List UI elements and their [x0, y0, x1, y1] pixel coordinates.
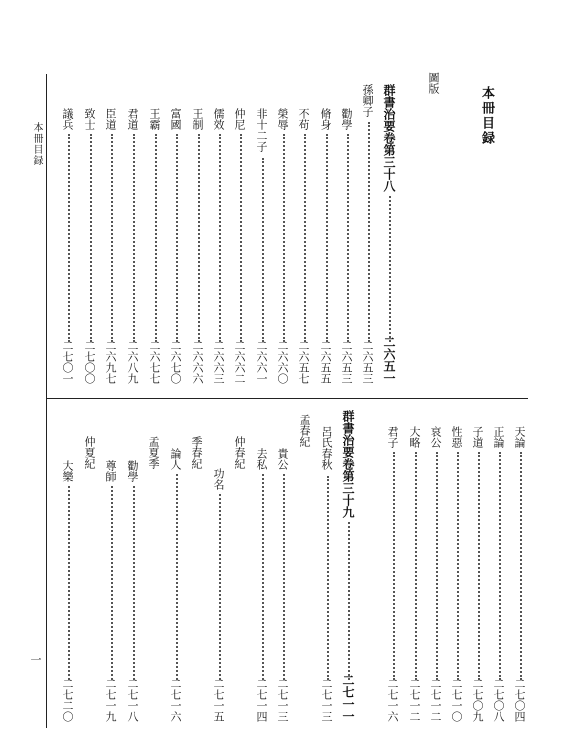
toc-entry[interactable]: 論人 二七一六: [169, 448, 182, 722]
toc-entry[interactable]: 孫卿子 二六五三: [361, 84, 374, 384]
page-title: 本冊目録: [479, 86, 494, 146]
toc-entry[interactable]: 貴公 二七一三: [276, 448, 289, 722]
vertical-rule: [46, 74, 47, 728]
plates-heading: 圖版: [427, 72, 440, 94]
toc-entry[interactable]: 王霸 二六七七: [148, 108, 161, 384]
toc-entry[interactable]: 尊師 二七一九: [104, 460, 117, 722]
toc-entry[interactable]: 群書治要卷第三十八 二六五一: [382, 84, 396, 384]
toc-entry[interactable]: 儒效 二六六三: [212, 108, 225, 384]
toc-entry[interactable]: 哀公 二七一二: [429, 426, 442, 722]
toc-entry[interactable]: 仲尼 二六六二: [233, 108, 246, 384]
toc-entry[interactable]: 非十二子 二六六一: [255, 108, 268, 384]
toc-entry[interactable]: 致士 二七〇〇: [83, 108, 96, 384]
toc-entry[interactable]: 季春紀: [190, 436, 203, 469]
toc-entry[interactable]: 議兵 二七〇一: [61, 108, 74, 384]
toc-entry[interactable]: 群書治要卷第三十九 二七一一: [341, 410, 355, 722]
toc-entry[interactable]: 性惡 二七一〇: [450, 426, 463, 722]
toc-entry[interactable]: 王制 二六六六: [191, 108, 204, 384]
toc-entry[interactable]: 天論 二七〇四: [513, 426, 526, 722]
horizontal-rule: [46, 398, 528, 399]
toc-entry[interactable]: 勸學 二七一八: [126, 460, 139, 722]
toc-entry[interactable]: 不苟 二六五七: [297, 108, 310, 384]
toc-entry[interactable]: 臣道 二六九七: [104, 108, 117, 384]
toc-entry[interactable]: 仲夏紀: [83, 436, 96, 469]
toc-entry[interactable]: 孟春紀: [298, 414, 311, 447]
toc-entry[interactable]: 正論 二七〇八: [492, 426, 505, 722]
toc-entry[interactable]: 脩身 二六五五: [319, 108, 332, 384]
toc-entry[interactable]: 呂氏春秋 二七一三: [320, 426, 333, 722]
folio-number: 一: [29, 654, 42, 665]
toc-entry[interactable]: 子道 二七〇九: [471, 426, 484, 722]
toc-entry[interactable]: 君道 二六八九: [126, 108, 139, 384]
toc-entry[interactable]: 富國 二六七〇: [169, 108, 182, 384]
toc-entry[interactable]: 榮辱 二六六〇: [276, 108, 289, 384]
toc-entry[interactable]: 孟夏季: [147, 436, 160, 469]
toc-entry[interactable]: 功名 二七一五: [212, 468, 225, 722]
toc-entry[interactable]: 去私 二七一四: [255, 448, 268, 722]
toc-entry[interactable]: 大略 二七一二: [408, 426, 421, 722]
running-head: 本冊目録: [31, 122, 42, 166]
toc-entry[interactable]: 仲春紀: [233, 436, 246, 469]
toc-entry[interactable]: 君子 二七一六: [386, 426, 399, 722]
toc-entry[interactable]: 勸學 二六五三: [340, 108, 353, 384]
toc-entry[interactable]: 大樂 二七二〇: [61, 460, 74, 722]
